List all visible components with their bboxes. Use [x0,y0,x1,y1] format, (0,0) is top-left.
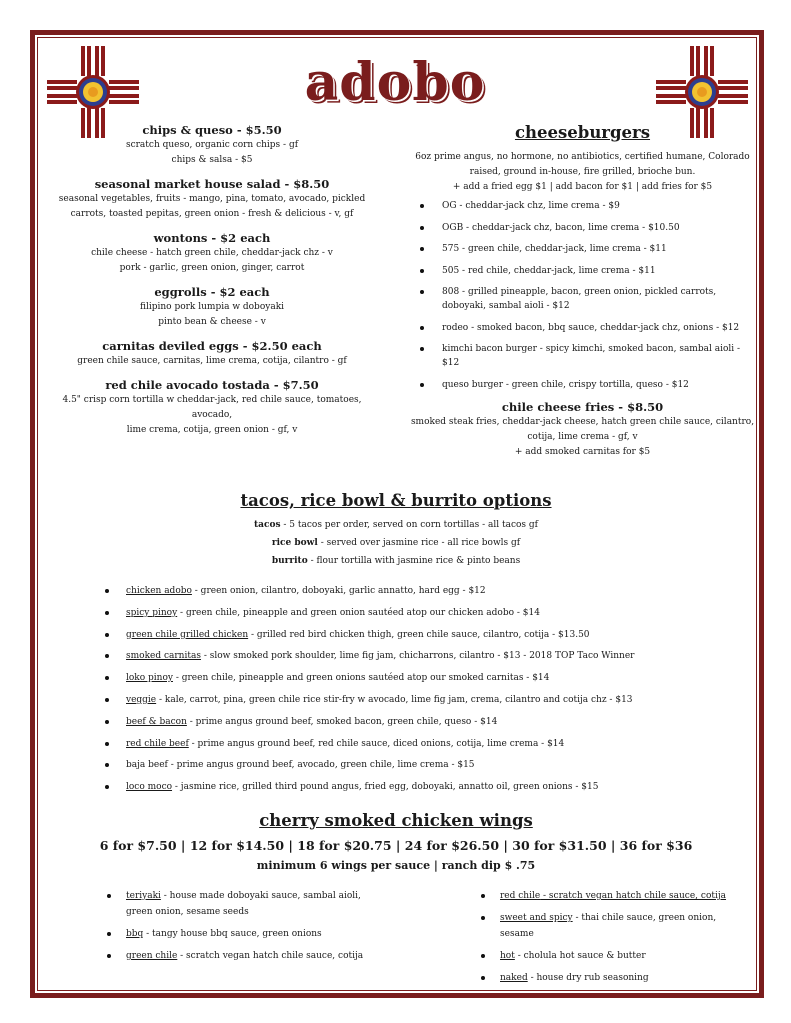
chips-salsa: chips & salsa - $5 [171,155,253,165]
burger-intro-line: 6oz prime angus, no hormone, no antibiotics, certified humane, Colorado [415,152,750,162]
item-text: - kale, carrot, pina, green chile rice stir-fry w avocado, lime fig jam, crema, cilantro and cotija chz - $13 [156,694,633,705]
sauce-name: teriyaki [126,891,161,901]
wings-section [42,810,750,876]
list-item [100,715,720,737]
list-item: 575 - green chile, cheddar-jack, lime crema - $11 [410,242,755,256]
list-item: queso burger - green chile, crispy tortilla, queso - $12 [410,378,755,392]
sauce-name: green chile [126,951,178,961]
item-name: loco moco [126,782,173,793]
fries-addon: + add smoked carnitas for $5 [514,447,651,457]
option-text: - flour tortilla with jasmine rice & pinto beans [307,556,521,566]
item-name: spicy pinoy [126,607,178,618]
list-item: kimchi bacon burger - spicy kimchi, smoked bacon, sambal aioli - $12 [410,342,755,370]
list-item [100,649,720,671]
list-item [100,628,720,650]
list-item [104,948,374,964]
eggrolls-desc: filipino pork lumpia w doboyaki [139,302,285,312]
list-item [104,888,374,920]
sauce-text: - thai chile sauce, green onion, sesame [500,913,717,939]
list-item [100,737,720,759]
deviled-eggs-title: carnitas deviled eggs - $2.50 each [102,339,322,353]
tostada-title: red chile avocado tostada - $7.50 [105,378,319,392]
burger-808-line-2: doboyaki, sambal aioli - $12 [442,301,570,311]
list-item: OG - cheddar-jack chz, lime crema - $9 [410,199,755,213]
cheeseburgers-heading: cheeseburgers [514,123,651,142]
wings-minimum: minimum 6 wings per sauce | ranch dip $ .75 [256,859,536,872]
salad-desc: seasonal vegetables, fruits - mango, pina, tomato, avocado, pickled [58,194,366,204]
item-text: - green onion, cilantro, doboyaki, garlic annatto, hard egg - $12 [191,586,486,596]
item-text: - prime angus ground beef, smoked bacon, green chile, queso - $14 [186,716,498,727]
sauce-text: green onion, sesame seeds [126,907,249,917]
sauce-name: sweet and spicy [500,913,573,923]
salad-desc-2: carrots, toasted pepitas, green onion - fresh & delicious - v, gf [70,209,354,219]
list-item [410,285,755,313]
wings-sauce-list-right [478,888,748,992]
list-item [100,693,720,715]
chips-desc: scratch queso, organic corn chips - gf [125,140,299,150]
wontons-desc-2: pork - garlic, green onion, ginger, carrot [119,263,305,273]
item-name: loko pinoy [126,673,173,684]
deviled-eggs-desc: green chile sauce, carnitas, lime crema, cotija, cilantro - gf [77,356,347,366]
sauce-name: naked [500,973,528,983]
wings-heading: cherry smoked chicken wings [259,811,533,830]
list-item [100,606,720,628]
sauce-text: - house dry rub seasoning [527,973,649,983]
tacos-list [100,584,720,802]
tacos-heading: tacos, rice bowl & burrito options [240,491,552,510]
item-name: smoked carnitas [126,651,201,662]
option-text: - served over jasmine rice - all rice bowls gf [317,538,521,548]
wontons-title: wontons - $2 each [153,231,271,245]
item-text: - prime angus ground beef, red chile sauce, diced onions, cotija, lime crema - $14 [188,738,565,749]
tacos-section [42,490,750,570]
salad-title: seasonal market house salad - $8.50 [94,177,330,191]
list-item: OGB - cheddar-jack chz, bacon, lime crema - $10.50 [410,221,755,235]
item-name: chicken adobo [126,586,192,596]
list-item [100,671,720,693]
eggrolls-desc-2: pinto bean & cheese - v [158,317,266,327]
list-item: 505 - red chile, cheddar-jack, lime crema - $11 [410,264,755,278]
tacos-option [42,516,750,534]
burger-intro-line: raised, ground in-house, fire grilled, brioche bun. [469,167,696,177]
wings-sauce-list-left [104,888,374,970]
sauce-text: - cholula hot sauce & butter [514,951,646,961]
item-text: - green chile, pineapple and green onion sautéed atop our chicken adobo - $14 [177,607,540,618]
list-item [478,970,748,986]
sauce-text: - tangy house bbq sauce, green onions [143,929,322,939]
tostada-desc: 4.5" crisp corn tortilla w cheddar-jack, red chile sauce, tomatoes, avocado, [62,395,362,420]
burger-intro [410,150,755,195]
list-item [478,888,748,904]
list-item [100,584,720,606]
item-text: - prime angus ground beef, avocado, green chile, lime crema - $15 [167,760,475,771]
sauce-text: - scratch vegan hatch chile sauce, cotija [540,891,727,901]
option-text: - 5 tacos per order, served on corn tortillas - all tacos gf [280,520,539,530]
burrito-option [42,552,750,570]
burger-list [410,199,755,392]
sauce-text: - house made doboyaki sauce, sambal aioli, [160,891,361,901]
item-text: - grilled red bird chicken thigh, green chile sauce, cilantro, cotija - $13.50 [248,629,590,640]
burger-808-line: 808 - grilled pineapple, bacon, green onion, pickled carrots, [442,287,717,297]
tostada-desc-2: lime crema, cotija, green onion - gf, v [126,425,298,435]
item-text: - slow smoked pork shoulder, lime fig jam, chicharrons, cilantro - $13 - 2018 TOP Taco Winner [200,651,635,662]
list-item: rodeo - smoked bacon, bbq sauce, cheddar-jack chz, onions - $12 [410,321,755,335]
fries-desc: smoked steak fries, cheddar-jack cheese, hatch green chile sauce, cilantro, [410,417,755,427]
item-name: baja beef [126,760,168,771]
sauce-name: bbq [126,929,144,939]
burger-addons: + add a fried egg $1 | add bacon for $1 | add fries for $5 [452,182,713,192]
tacos-options [42,516,750,570]
item-name: veggie [126,694,157,705]
item-name: green chile grilled chicken [126,629,249,640]
option-label: tacos [253,520,281,530]
option-label: burrito [271,556,308,566]
item-name: beef & bacon [126,716,187,727]
wings-prices: 6 for $7.50 | 12 for $14.50 | 18 for $20.75 | 24 for $26.50 | 30 for $31.50 | 36 for $36 [99,838,693,853]
list-item [104,926,374,942]
fries-title: chile cheese fries - $8.50 [501,400,664,414]
eggrolls-title: eggrolls - $2 each [154,285,270,299]
item-text: - green chile, pineapple and green onions sautéed atop our smoked carnitas - $14 [172,673,550,684]
burgers-column [410,122,755,460]
list-item [100,780,720,802]
sauce-name: hot [500,951,515,961]
fries-desc-2: cotija, lime crema - gf, v [527,432,638,442]
starters-column [42,122,382,438]
item-name: red chile beef [126,738,189,749]
list-item [100,758,720,780]
chips-title: chips & queso - $5.50 [142,123,282,137]
list-item [478,948,748,964]
restaurant-logo: adobo [304,52,486,113]
list-item [478,910,748,942]
item-text: - jasmine rice, grilled third pound angus, fried egg, doboyaki, annatto oil, green onions - $15 [172,782,599,793]
option-label: rice bowl [271,538,318,548]
sauce-name: red chile [500,891,541,901]
wontons-desc: chile cheese - hatch green chile, cheddar-jack chz - v [91,248,333,258]
sauce-text: - scratch vegan hatch chile sauce, cotija [177,951,364,961]
rice-bowl-option [42,534,750,552]
